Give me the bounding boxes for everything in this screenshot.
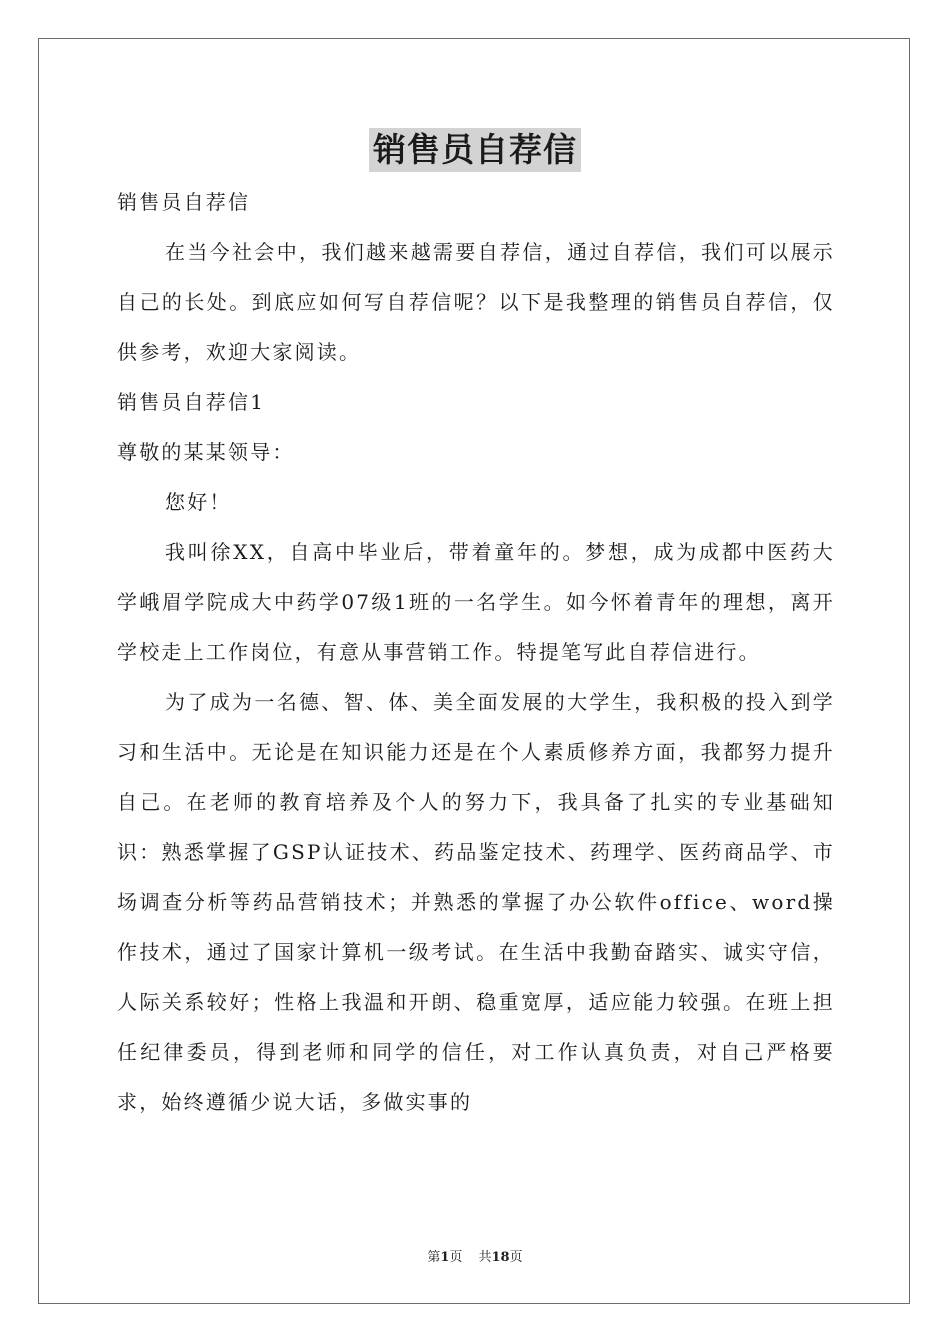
salutation: 尊敬的某某领导： [117, 440, 295, 464]
body-paragraph-2: 为了成为一名德、智、体、美全面发展的大学生，我积极的投入到学习和生活中。无论是在知识能力还是在个人素质修养方面，我都努力提升自己。在老师的教育培养及个人的努力下，我具备了扎实的专业基础知识：熟悉掌握了GSP认证技术、药品鉴定技术、药理学、医药商品学、市场调查分析等药品营销技术；并熟悉的掌握了办公软件office、word操作技术，通过了国家计算机一级考试。在生活中我勤奋踏实、诚实守信，人际关系较好；性格上我温和开朗、稳重宽厚，适应能力较强。在班上担任纪律委员，得到老师和同学的信任，对工作认真负责，对自己严格要求，始终遵循少说大话，多做实事的 [117, 690, 835, 1114]
greeting: 您好！ [165, 490, 232, 514]
total-label-prefix: 共 [478, 1250, 492, 1265]
document-body [117, 177, 835, 1127]
section-heading: 销售员自荐信1 [117, 390, 266, 414]
intro-paragraph: 在当今社会中，我们越来越需要自荐信，通过自荐信，我们可以展示自己的长处。到底应如何写自荐信呢？以下是我整理的销售员自荐信，仅供参考，欢迎大家阅读。 [117, 240, 835, 364]
total-label-suffix: 页 [509, 1250, 523, 1265]
total-pages: 18 [491, 1250, 510, 1265]
body-paragraph-1: 我叫徐XX，自高中毕业后，带着童年的。梦想，成为成都中医药大学峨眉学院成大中药学07级1班的一名学生。如今怀着青年的理想，离开学校走上工作岗位，有意从事营销工作。特提笔写此自荐信进行。 [117, 540, 835, 664]
page-number: 1 [440, 1250, 450, 1265]
document-title: 销售员自荐信 [369, 128, 581, 172]
document-subtitle: 销售员自荐信 [117, 190, 251, 214]
page-label-suffix: 页 [449, 1250, 463, 1265]
title-container [0, 128, 950, 172]
page-label-prefix: 第 [427, 1250, 441, 1265]
page-footer [0, 1246, 950, 1265]
